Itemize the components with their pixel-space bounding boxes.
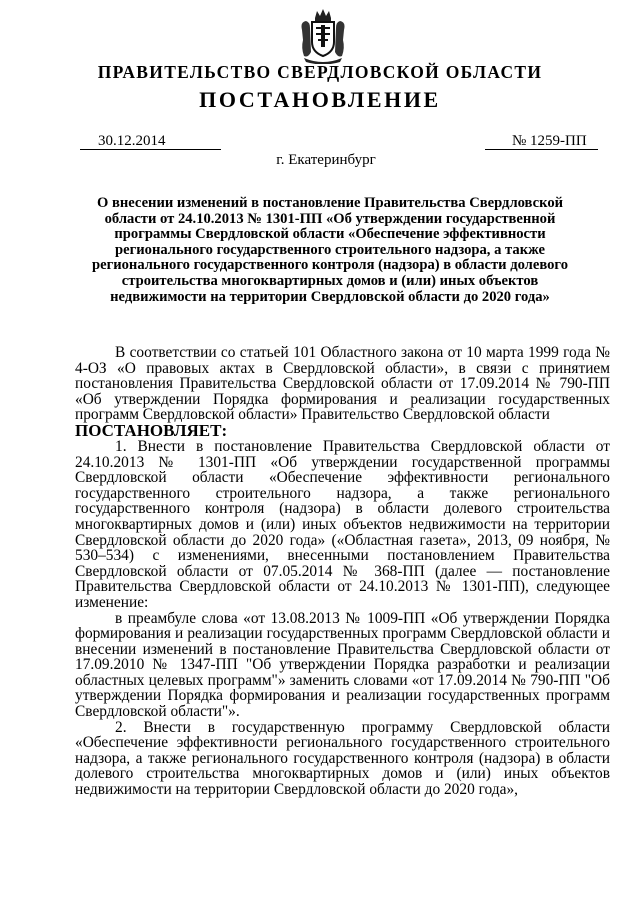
document-type: ПОСТАНОВЛЕНИЕ	[199, 87, 441, 112]
item-2-paragraph: 2. Внести в государственную программу Свердловской области «Обеспечение эффективности регионального государственного строительного надзора, а также регионального государственного контроля (надзора) в области долевого строительства многоквартирных домов и (или) иных объектов недвижимости на территории Свердловской области до 2020 года»,	[75, 718, 610, 799]
document-title: О внесении изменений в постановление Правительства Свердловской области от 24.10.2013 № 1301-ПП «Об утверждении государственной программы Свердловской области «Обеспечение эффективности регионального государственного строительного надзора, а также регионального государственного контроля (надзора) в области долевого строительства многоквартирных домов и (или) иных объектов недвижимости на территории Свердловской области до 2020 года»	[91, 195, 568, 305]
preamble-paragraph: В соответствии со статьей 101 Областного закона от 10 марта 1999 года № 4-ОЗ «О правовых актах в Свердловской области», в связи с принятием постановления Правительства Свердловской области от 17.09.2014 № 790-ПП «Об утверждении Порядка формирования и реализации государственных программ Свердловской области» Правительство Свердловской области	[75, 344, 610, 424]
government-name: ПРАВИТЕЛЬСТВО СВЕРДЛОВСКОЙ ОБЛАСТИ	[97, 62, 543, 82]
item-1-detail-paragraph: в преамбуле слова «от 13.08.2013 № 1009-ПП «Об утверждении Порядка формирования и реализации государственных программ Свердловской области и внесении изменений в постановление Правительства Свердловской области от 17.09.2010 № 1347-ПП "Об утверждении Порядка разработки и реализации областных целевых программ"» заменить словами «от 17.09.2014 № 790-ПП "Об утверждении Порядка формирования и реализации государственных программ Свердловской области"».	[75, 609, 610, 721]
document-body	[75, 345, 610, 798]
document-city: г. Екатеринбург	[276, 152, 376, 168]
item-1-paragraph: 1. Внести в постановление Правительства Свердловской области от 24.10.2013 № 1301-ПП «Об утверждении государственной программы Свердловской области «Обеспечение эффективности регионального государственного строительного надзора, а также регионального государственного контроля (надзора) в области долевого строительства многоквартирных домов и (или) иных объектов недвижимости на территории Свердловской области до 2020 года» («Областная газета», 2013, 09 ноября, № 530–534) с изменениями, внесенными постановлением Правительства Свердловской области от 07.05.2014 № 368-ПП (далее — постановление Правительства Свердловской области от 24.10.2013 № 1301-ПП), следующее изменение:	[75, 437, 610, 611]
document-number: № 1259-ПП	[485, 133, 598, 150]
document-date: 30.12.2014	[80, 133, 221, 150]
postanovlyaet-heading: ПОСТАНОВЛЯЕТ:	[75, 420, 228, 440]
coat-of-arms-icon	[298, 8, 348, 64]
